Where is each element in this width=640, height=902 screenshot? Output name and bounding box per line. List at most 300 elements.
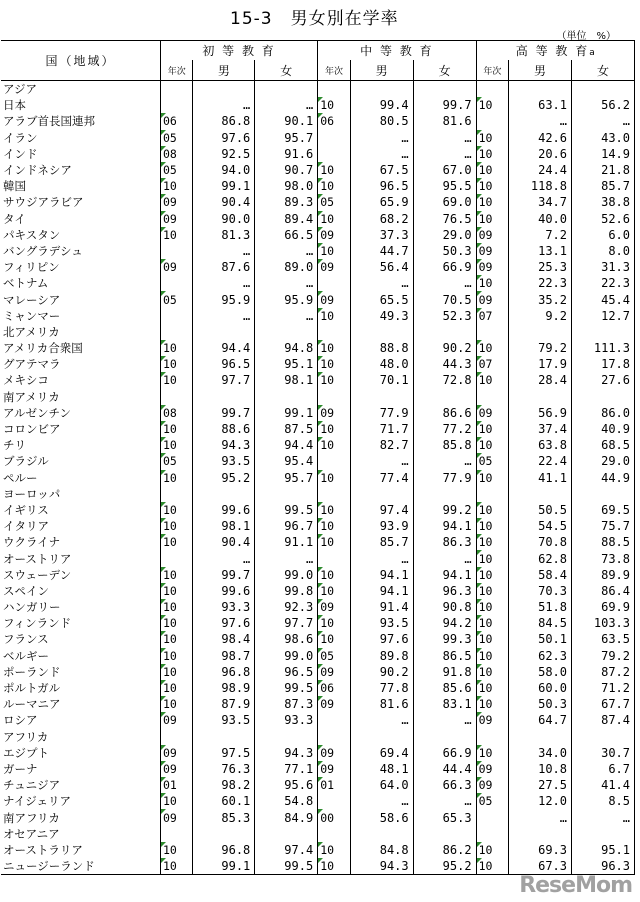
male-cell: … [350,793,413,809]
female-cell: 99.0 [255,648,318,664]
female-cell: 95.7 [255,130,318,146]
year-cell: 10 [476,842,509,858]
male-cell: 49.3 [350,308,413,324]
male-cell: 81.3 [193,227,255,243]
year-cell [318,130,351,146]
unit-label: （単位 %） [556,31,616,42]
female-cell [413,389,476,405]
year-cell: 09 [160,259,193,275]
female-cell [572,324,635,340]
male-cell: 65.9 [350,194,413,210]
year-cell: 10 [318,178,351,194]
female-cell [255,324,318,340]
female-cell: 6.0 [572,227,635,243]
table-row [1,583,635,599]
male-cell: 10.8 [509,761,572,777]
male-cell: 94.3 [193,437,255,453]
region-name: アフリカ [3,729,49,744]
country-name: インド [3,146,38,161]
table-row [1,421,635,437]
year-cell [476,826,509,842]
table-row [1,227,635,243]
male-cell: 88.6 [193,421,255,437]
header-secondary: 中 等 教 育 [318,41,476,61]
female-cell: 66.9 [413,745,476,761]
male-cell: 86.8 [193,113,255,129]
year-cell: 10 [160,696,193,712]
header-higher [476,41,634,61]
country-name: 南アフリカ [3,810,60,825]
year-cell [318,826,351,842]
year-cell: 09 [476,227,509,243]
male-cell: 80.5 [350,113,413,129]
year-cell: 10 [476,502,509,518]
year-cell: 09 [318,291,351,307]
female-cell [255,486,318,502]
male-cell: … [193,275,255,291]
female-cell: 69.5 [572,502,635,518]
male-cell: 60.1 [193,793,255,809]
male-cell [350,486,413,502]
table-row [1,696,635,712]
year-cell: 05 [160,162,193,178]
female-cell: 6.7 [572,761,635,777]
female-cell: 99.2 [413,502,476,518]
male-cell: 87.6 [193,259,255,275]
table-body [1,81,635,875]
male-cell: 118.8 [509,178,572,194]
female-cell: 29.0 [413,227,476,243]
female-cell: … [413,130,476,146]
male-cell: 97.6 [350,631,413,647]
female-cell: 95.1 [572,842,635,858]
female-cell: … [413,712,476,728]
female-cell: 87.3 [255,696,318,712]
country-name: チュニジア [3,778,61,793]
male-cell: 77.9 [350,405,413,421]
female-cell [255,826,318,842]
year-cell: 07 [476,308,509,324]
year-cell [160,81,193,98]
year-cell [318,729,351,745]
female-cell: 94.1 [413,518,476,534]
male-cell [193,486,255,502]
country-name: ポルトガル [3,681,61,696]
country-name: ブラジル [3,454,49,469]
year-cell [318,453,351,469]
male-cell: … [509,809,572,825]
female-cell [572,486,635,502]
female-cell: 85.6 [413,680,476,696]
country-name: フィリピン [3,260,60,275]
female-cell: 77.9 [413,470,476,486]
female-cell: 94.4 [255,437,318,453]
male-cell: 84.8 [350,842,413,858]
male-cell: 93.9 [350,518,413,534]
male-cell: 99.1 [193,178,255,194]
year-cell: 05 [160,291,193,307]
female-cell: 70.5 [413,291,476,307]
table-row [1,211,635,227]
female-cell: 77.2 [413,421,476,437]
male-cell [193,826,255,842]
year-cell [318,550,351,566]
table-row [1,178,635,194]
male-cell: 50.1 [509,631,572,647]
table-row [1,113,635,129]
table-row [1,680,635,696]
male-cell: 98.2 [193,777,255,793]
male-cell: 98.1 [193,518,255,534]
header-country: 国（地域） [1,41,160,81]
female-cell: 66.5 [255,227,318,243]
male-cell: 56.4 [350,259,413,275]
year-cell: 10 [160,599,193,615]
year-cell: 05 [160,453,193,469]
male-cell: 62.3 [509,648,572,664]
male-cell: 63.8 [509,437,572,453]
table-row [1,648,635,664]
female-cell: 65.3 [413,809,476,825]
female-cell [413,81,476,98]
table-row [1,405,635,421]
female-cell: 86.6 [413,405,476,421]
region-name: 南アメリカ [3,389,60,404]
male-cell: 93.5 [350,615,413,631]
male-cell: 27.5 [509,777,572,793]
male-cell: 37.3 [350,227,413,243]
female-cell: 98.1 [255,372,318,388]
year-cell: 09 [160,211,193,227]
region-row [1,81,635,98]
year-cell: 01 [318,777,351,793]
female-cell: 8.0 [572,243,635,259]
year-cell: 10 [476,518,509,534]
male-cell: 41.1 [509,470,572,486]
female-cell [255,81,318,98]
female-cell: … [413,550,476,566]
female-cell: 68.5 [572,437,635,453]
header-male: 男 [193,60,255,81]
male-cell: 71.7 [350,421,413,437]
country-name: ガーナ [3,761,38,776]
male-cell: 24.4 [509,162,572,178]
year-cell: 10 [318,470,351,486]
table-row [1,340,635,356]
male-cell: … [350,712,413,728]
year-cell [160,486,193,502]
male-cell: 76.3 [193,761,255,777]
year-cell: 05 [318,194,351,210]
year-cell: 10 [476,162,509,178]
year-cell [318,793,351,809]
header-male: 男 [509,60,572,81]
male-cell: … [193,97,255,113]
table-row [1,761,635,777]
female-cell: 99.5 [255,680,318,696]
female-cell: 95.1 [255,356,318,372]
year-cell [160,826,193,842]
country-name: メキシコ [3,373,49,388]
year-cell: 10 [476,97,509,113]
male-cell: 82.7 [350,437,413,453]
year-cell: 09 [318,664,351,680]
female-cell: 17.8 [572,356,635,372]
year-cell [318,275,351,291]
female-cell: 67.0 [413,162,476,178]
country-name: アルゼンチン [3,405,71,420]
female-cell: 89.4 [255,211,318,227]
year-cell [318,486,351,502]
year-cell: 06 [160,113,193,129]
male-cell [350,324,413,340]
male-cell: 48.1 [350,761,413,777]
year-cell: 10 [476,550,509,566]
female-cell: 81.6 [413,113,476,129]
male-cell [193,389,255,405]
title-bar [0,2,640,28]
year-cell: 10 [318,502,351,518]
female-cell: 14.9 [572,146,635,162]
male-cell: 94.0 [193,162,255,178]
female-cell: 95.4 [255,453,318,469]
male-cell: 85.7 [350,534,413,550]
year-cell: 08 [160,405,193,421]
female-cell: 31.3 [572,259,635,275]
year-cell: 09 [476,761,509,777]
year-cell: 10 [160,502,193,518]
male-cell: 77.8 [350,680,413,696]
female-cell: … [413,793,476,809]
male-cell: 91.4 [350,599,413,615]
male-cell: 79.2 [509,340,572,356]
year-cell: 09 [476,243,509,259]
year-cell: 10 [318,162,351,178]
female-cell: 87.5 [255,421,318,437]
year-cell: 09 [476,405,509,421]
year-cell: 10 [476,437,509,453]
male-cell: 94.1 [350,583,413,599]
male-cell: 84.5 [509,615,572,631]
female-cell: 99.5 [255,858,318,875]
male-cell: 87.9 [193,696,255,712]
year-cell: 10 [476,648,509,664]
year-cell: 09 [160,194,193,210]
male-cell: 77.4 [350,470,413,486]
female-cell: 67.7 [572,696,635,712]
male-cell: 96.5 [193,356,255,372]
male-cell [193,81,255,98]
year-cell: 10 [160,664,193,680]
female-cell: 87.4 [572,712,635,728]
male-cell: 64.7 [509,712,572,728]
male-cell: 13.1 [509,243,572,259]
male-cell: … [350,453,413,469]
year-cell: 10 [318,421,351,437]
year-cell: 10 [160,178,193,194]
male-cell: 34.7 [509,194,572,210]
female-cell [413,826,476,842]
region-name: アジア [3,82,38,97]
female-cell: 75.7 [572,518,635,534]
female-cell: 27.6 [572,372,635,388]
female-cell: 91.8 [413,664,476,680]
male-cell: 58.6 [350,809,413,825]
male-cell: 90.2 [350,664,413,680]
male-cell: 98.4 [193,631,255,647]
female-cell: 44.4 [413,761,476,777]
year-cell: 10 [160,648,193,664]
male-cell: 85.3 [193,809,255,825]
female-cell: 103.3 [572,615,635,631]
female-cell: 96.3 [413,583,476,599]
year-cell: 10 [160,372,193,388]
year-cell [160,97,193,113]
male-cell: 67.5 [350,162,413,178]
country-name: ナイジェリア [3,794,71,809]
region-row [1,324,635,340]
female-cell: 86.0 [572,405,635,421]
male-cell: 40.0 [509,211,572,227]
female-cell: 95.7 [255,470,318,486]
male-cell: 68.2 [350,211,413,227]
header-higher-label: 高 等 教 育 [515,44,590,58]
male-cell: … [350,130,413,146]
female-cell: 76.5 [413,211,476,227]
year-cell: 08 [160,146,193,162]
country-name: イタリア [3,519,49,534]
year-cell: 05 [160,130,193,146]
male-cell [509,389,572,405]
female-cell: … [413,275,476,291]
female-cell: 90.8 [413,599,476,615]
male-cell: 94.4 [193,340,255,356]
year-cell: 10 [476,194,509,210]
male-cell [350,389,413,405]
male-cell: 95.9 [193,291,255,307]
female-cell: 95.6 [255,777,318,793]
year-cell: 10 [318,211,351,227]
country-name: ウクライナ [3,535,61,550]
country-name: 日本 [3,98,26,113]
year-cell: 10 [318,534,351,550]
country-name: エジプト [3,745,49,760]
year-cell: 05 [476,453,509,469]
year-cell: 10 [318,372,351,388]
year-cell: 06 [318,680,351,696]
year-cell: 10 [476,680,509,696]
male-cell: 92.5 [193,146,255,162]
year-cell: 09 [160,712,193,728]
header-year: 年次 [318,60,351,81]
female-cell: 95.5 [413,178,476,194]
table-row [1,130,635,146]
year-cell: 10 [318,842,351,858]
male-cell [193,324,255,340]
female-cell [413,486,476,502]
male-cell: … [350,146,413,162]
male-cell: … [193,243,255,259]
female-cell: 52.3 [413,308,476,324]
female-cell: … [413,146,476,162]
female-cell [255,729,318,745]
male-cell [509,81,572,98]
female-cell: 97.4 [255,842,318,858]
female-cell: 99.7 [413,97,476,113]
year-cell: 10 [160,421,193,437]
female-cell: 91.1 [255,534,318,550]
year-cell: 10 [160,680,193,696]
female-cell: 29.0 [572,453,635,469]
female-cell: … [413,453,476,469]
page-title: 15-3 男女別在学率 [230,9,399,29]
female-cell: 63.5 [572,631,635,647]
header-primary: 初 等 教 育 [160,41,317,61]
female-cell: 71.2 [572,680,635,696]
male-cell: 25.3 [509,259,572,275]
female-cell: 98.6 [255,631,318,647]
female-cell [572,81,635,98]
male-cell: 98.7 [193,648,255,664]
year-cell: 07 [476,356,509,372]
year-cell: 10 [476,567,509,583]
country-name: パキスタン [3,227,61,242]
male-cell: 9.2 [509,308,572,324]
enrollment-table [1,40,635,875]
male-cell: 90.4 [193,194,255,210]
year-cell: 10 [160,534,193,550]
male-cell: 99.7 [193,405,255,421]
female-cell: 99.8 [255,583,318,599]
male-cell [350,826,413,842]
year-cell [160,324,193,340]
year-cell: 10 [318,631,351,647]
male-cell: 34.0 [509,745,572,761]
table-row [1,356,635,372]
country-name: アメリカ合衆国 [3,341,83,356]
year-cell [160,389,193,405]
male-cell: 99.6 [193,583,255,599]
year-cell: 10 [160,615,193,631]
year-cell [476,113,509,129]
female-cell: … [255,275,318,291]
year-cell: 10 [318,567,351,583]
female-cell: 44.9 [572,470,635,486]
male-cell: 67.3 [509,858,572,875]
male-cell: 95.2 [193,470,255,486]
female-cell: 99.0 [255,567,318,583]
table-row [1,372,635,388]
female-cell: 52.6 [572,211,635,227]
year-cell: 05 [476,793,509,809]
male-cell: 99.1 [193,858,255,875]
male-cell [350,729,413,745]
table-row [1,453,635,469]
country-name: アラブ首長国連邦 [3,114,95,129]
female-cell: 30.7 [572,745,635,761]
male-cell: 81.6 [350,696,413,712]
country-name: イギリス [3,502,49,517]
year-cell: 10 [476,470,509,486]
male-cell: 28.4 [509,372,572,388]
female-cell: 97.7 [255,615,318,631]
country-name: ニュージーランド [1,858,160,875]
year-cell: 10 [476,615,509,631]
table-row [1,243,635,259]
male-cell: 65.5 [350,291,413,307]
table-row [1,97,635,113]
female-cell: 77.1 [255,761,318,777]
